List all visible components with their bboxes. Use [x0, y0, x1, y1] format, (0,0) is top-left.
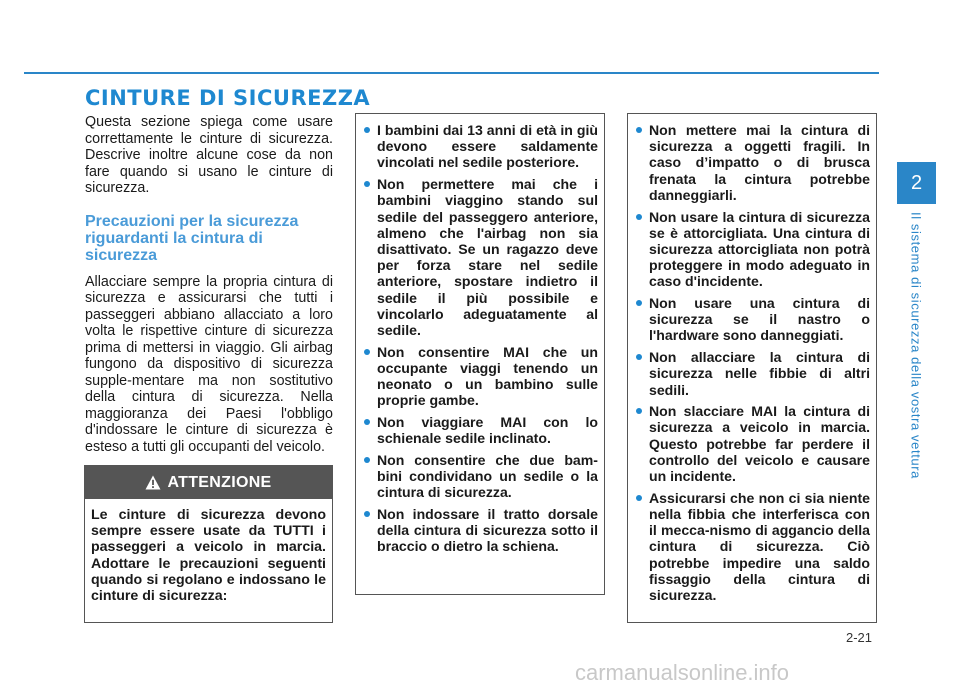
bullet-item: Non consentire che due bam-bini condividano un sedile o la cintura di sicurezza. — [356, 452, 598, 501]
warning-box — [84, 465, 333, 623]
warning-title: ATTENZIONE — [167, 473, 272, 491]
bullet-list — [628, 122, 870, 603]
chapter-title: Il sistema di sicurezza della vostra vettura — [908, 212, 924, 479]
bullet-item: Non consentire MAI che un occupante viaggi tenendo un neonato o un bambino sulle proprie gambe. — [356, 344, 598, 409]
bullet-item: I bambini dai 13 anni di età in giù devono essere saldamente vincolati nel sedile posteriore. — [356, 122, 598, 171]
subheading: Precauzioni per la sicurezza riguardanti la cintura di sicurezza — [85, 212, 299, 264]
body-paragraph: Allacciare sempre la propria cintura di sicurezza e assicurarsi che tutti i passeggeri abbiano allacciato a loro volta le rispettive cinture di sicurezza prima di mettersi in viaggio. Gli airbag fungono da dispositivo di sicurezza supple-mentare ma non sostitutivo della cintura di sicurezza. Nella maggioranza dei Paesi l'obbligo d'indossare le cinture di sicurezza è esteso a tutti gli occupanti del veicolo. — [85, 273, 333, 455]
column-1 — [85, 114, 333, 455]
page-number: 2-21 — [846, 630, 873, 645]
warning-header — [85, 466, 332, 499]
warning-triangle-icon — [145, 475, 161, 490]
bullet-item: Non viaggiare MAI con lo schienale sedile inclinato. — [356, 414, 598, 446]
intro-paragraph: Questa sezione spiega come usare correttamente le cinture di sicurezza. Descrive inoltre alcune cose da non fare quando si usano le cinture di sicurezza. — [85, 114, 333, 196]
bullet-item: Non indossare il tratto dorsale della cintura di sicurezza sotto il braccio o dietro la schiena. — [356, 506, 598, 555]
bullet-item: Assicurarsi che non ci sia niente nella fibbia che interferisca con il mecca-nismo di aggancio della cintura di sicurezza. Ciò potrebbe impedire una saldo fissaggio della cintura di sicurezza. — [628, 490, 870, 603]
chapter-number-tab: 2 — [897, 162, 936, 204]
precautions-box-2 — [627, 113, 877, 623]
bullet-item: Non usare una cintura di sicurezza se il nastro o l'hardware sono danneggiati. — [628, 295, 870, 344]
bullet-item: Non allacciare la cintura di sicurezza nelle fibbie di altri sedili. — [628, 349, 870, 398]
warning-text: Le cinture di sicurezza devono sempre essere usate da TUTTI i passeggeri a veicolo in marcia. Adottare le precauzioni seguenti quando si regolano e indossano le cinture di sicurezza: — [91, 507, 326, 605]
top-rule — [24, 72, 879, 74]
watermark: carmanualsonline.info — [575, 660, 790, 685]
section-title: CINTURE DI SICUREZZA — [85, 86, 371, 110]
precautions-box-1 — [355, 113, 605, 595]
bullet-item: Non mettere mai la cintura di sicurezza a oggetti fragili. In caso d’impatto o di brusca frenata la cintura potrebbe danneggiarli. — [628, 122, 870, 203]
bullet-item: Non permettere mai che i bambini viaggino stando sul sedile del passeggero anteriore, almeno che l'airbag non sia disattivato. Se un ragazzo deve per forza stare nel sedile anteriore, spostare indietro il sedile il più possibile e vincolarlo adeguatamente al sedile. — [356, 176, 598, 338]
bullet-list — [356, 122, 598, 555]
bullet-item: Non usare la cintura di sicurezza se è attorcigliata. Una cintura di sicurezza attorcigliata non potrà proteggere in modo adeguato in caso d'incidente. — [628, 209, 870, 290]
bullet-item: Non slacciare MAI la cintura di sicurezza a veicolo in marcia. Questo potrebbe far perdere il controllo del veicolo e causare un incidente. — [628, 403, 870, 484]
